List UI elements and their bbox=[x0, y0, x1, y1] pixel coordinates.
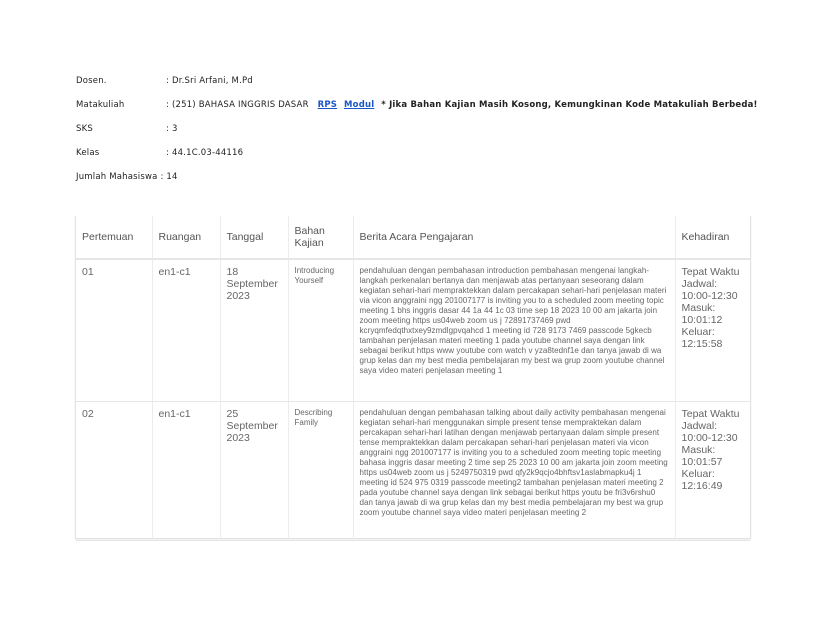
table-row bbox=[76, 259, 750, 402]
header-bahan-kajian: Bahan Kajian bbox=[288, 216, 353, 259]
cell-tanggal: 18 September 2023 bbox=[220, 259, 288, 402]
cell-bahan-kajian: Introducing Yourself bbox=[288, 259, 353, 402]
jumlah-row bbox=[76, 172, 178, 182]
cell-pertemuan: 01 bbox=[76, 259, 152, 402]
dosen-value: : Dr.Sri Arfani, M.Pd bbox=[166, 76, 253, 86]
cell-kehadiran: Tepat Waktu Jadwal: 10:00-12:30 Masuk: 10:01:12 Keluar: 12:15:58 bbox=[675, 259, 750, 402]
matakuliah-note: * Jika Bahan Kajian Masih Kosong, Kemungkinan Kode Matakuliah Berbeda! bbox=[381, 100, 758, 110]
cell-pertemuan: 02 bbox=[76, 402, 152, 541]
rps-link[interactable]: RPS bbox=[317, 100, 338, 110]
header-berita-acara: Berita Acara Pengajaran bbox=[353, 216, 675, 259]
attendance-table bbox=[76, 216, 750, 541]
table-header-row bbox=[76, 216, 750, 259]
sks-value: : 3 bbox=[166, 124, 178, 134]
sks-label: SKS bbox=[76, 124, 93, 134]
cell-tanggal: 25 September 2023 bbox=[220, 402, 288, 541]
dosen-label: Dosen. bbox=[76, 76, 107, 86]
cell-ruangan: en1-c1 bbox=[152, 402, 220, 541]
header-kehadiran: Kehadiran bbox=[675, 216, 750, 259]
jumlah-label: Jumlah Mahasiswa bbox=[76, 172, 158, 182]
matakuliah-value-wrap bbox=[166, 100, 758, 110]
cell-berita-acara: pendahuluan dengan pembahasan introduction pembahasan mengenai langkah-langkah perkenalan bertanya dan menjawab atas pertanyaan seseorang dalam kegiatan sehari-hari mempraktekkan dalam percakapan sehari-hari penjelasan materi via vicon anggraini ngg 201007177 is inviting you to a scheduled zoom meeting topic meeting 1 bhs inggris dasar 44 1a 44 1c 03 time sep 18 2023 10 00 am jakarta join zoom meeting https us04web zoom us j 72891737469 pwd kcryqmfedqthxtxey9zmdlgpvqahcd 1 meeting id 728 9173 7469 passcode 5gkecb tambahan penjelasan materi meeting 1 pada youtube channel saya dengan link sebagai berikut https www youtube com watch v yza8tednf1e dan tanya jawab di wa grup kelas dan my best media pembelajaran my best wa grup zoom youtube channel saya video materi penjelasan meeting 1 bbox=[353, 259, 675, 402]
cell-bahan-kajian: Describing Family bbox=[288, 402, 353, 541]
matakuliah-value: : (251) BAHASA INGGRIS DASAR bbox=[166, 100, 309, 110]
header-tanggal: Tanggal bbox=[220, 216, 288, 259]
header-ruangan: Ruangan bbox=[152, 216, 220, 259]
header-pertemuan: Pertemuan bbox=[76, 216, 152, 259]
modul-link[interactable]: Modul bbox=[344, 100, 375, 110]
kelas-value: : 44.1C.03-44116 bbox=[166, 148, 244, 158]
cell-berita-acara: pendahuluan dengan pembahasan talking about daily activity pembahasan mengenai kegiatan sehari-hari menggunakan simple present tense mempraktekan dalam percakapan sehari-hari latihan dengan menjawab pertanyaan dalam simple present tense mempraktekkan dalam percakapan sehari-hari penjelasan materi via vicon anggraini ngg 201007177 is inviting you to a scheduled zoom meeting topic meeting bahasa inggris dasar meeting 2 time sep 25 2023 10 00 am jakarta join zoom meeting https us04web zoom us j 5249750319 pwd qfy2k9qcjo4bhftsv1aslabmapku4j 1 meeting id 524 975 0319 passcode meeting2 tambahan penjelasan materi meeting 2 pada youtube channel saya dengan link sebagai berikut https youtu be fri3v6rshu0 dan tanya jawab di wa grup kelas dan my best media pembelajaran my best wa grup zoom youtube channel saya video materi penjelasan meeting 2 bbox=[353, 402, 675, 541]
attendance-table-container bbox=[75, 216, 751, 539]
cell-kehadiran: Tepat Waktu Jadwal: 10:00-12:30 Masuk: 10:01:57 Keluar: 12:16:49 bbox=[675, 402, 750, 541]
kelas-label: Kelas bbox=[76, 148, 100, 158]
matakuliah-label: Matakuliah bbox=[76, 100, 125, 110]
table-row bbox=[76, 402, 750, 541]
jumlah-value: : 14 bbox=[160, 172, 178, 182]
cell-ruangan: en1-c1 bbox=[152, 259, 220, 402]
